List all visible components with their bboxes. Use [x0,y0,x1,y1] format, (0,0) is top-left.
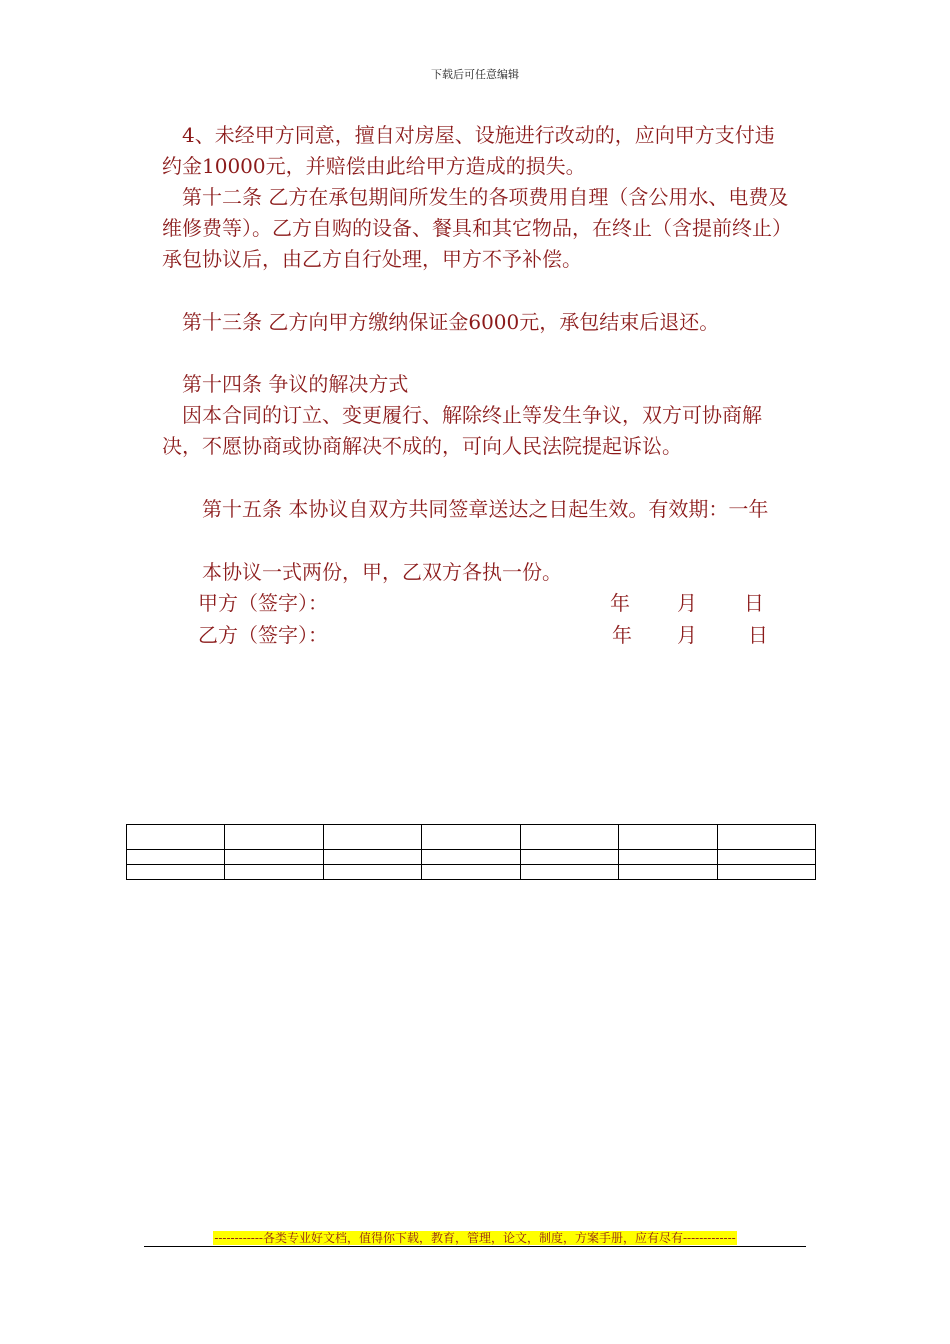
table-cell [422,850,520,865]
table-cell [323,850,421,865]
table-cell [127,825,225,850]
table-cell [619,850,717,865]
party-b-signature-line [162,620,792,651]
table-cell [422,825,520,850]
table-cell [323,825,421,850]
table-cell [717,850,815,865]
footer-banner-text: ------------各类专业好文档，值得你下载，教育，管理，论文，制度，方案手册，应有尽有------------- [214,1231,736,1245]
article-13-paragraph: 第十三条 乙方向甲方缴纳保证金6000元，承包结束后退还。 [162,310,720,334]
table-row [127,850,816,865]
dispute-resolution-paragraph: 因本合同的订立、变更履行、解除终止等发生争议，双方可协商解决，不愿协商或协商解决不成的，可向人民法院提起诉讼。 [162,403,762,458]
party-b-label: 乙方（签字）： [198,623,328,647]
month-label: 月 [677,623,697,647]
day-label: 日 [748,623,768,647]
table-cell [225,825,323,850]
table-cell [619,865,717,880]
footer-divider [144,1246,806,1247]
table-cell [127,865,225,880]
year-label: 年 [610,591,630,615]
article-12-paragraph: 第十二条 乙方在承包期间所发生的各项费用自理（含公用水、电费及维修费等）。乙方自购的设备、餐具和其它物品，在终止（含提前终止）承包协议后，由乙方自行处理，甲方不予补偿。 [162,185,792,271]
party-a-label: 甲方（签字）： [198,591,328,615]
party-a-signature-line [162,588,792,619]
table-cell [520,850,618,865]
month-label: 月 [677,591,697,615]
table-row [127,865,816,880]
table-cell [323,865,421,880]
table-cell [127,850,225,865]
table-cell [422,865,520,880]
table-cell [520,865,618,880]
year-label: 年 [612,623,632,647]
article-15-paragraph: 第十五条 本协议自双方共同签章送达之日起生效。有效期：一年 [162,497,769,521]
table-cell [225,865,323,880]
page-header: 下载后可任意编辑 [431,68,519,81]
table-row [127,825,816,850]
empty-table [126,824,816,880]
table-cell [717,865,815,880]
day-label: 日 [744,591,764,615]
table-cell [520,825,618,850]
table-cell [225,850,323,865]
table-cell [717,825,815,850]
article-14-heading: 第十四条 争议的解决方式 [162,372,409,396]
table-cell [619,825,717,850]
clause-4-paragraph: 4、未经甲方同意，擅自对房屋、设施进行改动的，应向甲方支付违约金10000元，并赔偿由此给甲方造成的损失。 [162,123,775,178]
copies-paragraph: 本协议一式两份，甲，乙双方各执一份。 [162,560,562,584]
page-footer [0,1227,950,1247]
